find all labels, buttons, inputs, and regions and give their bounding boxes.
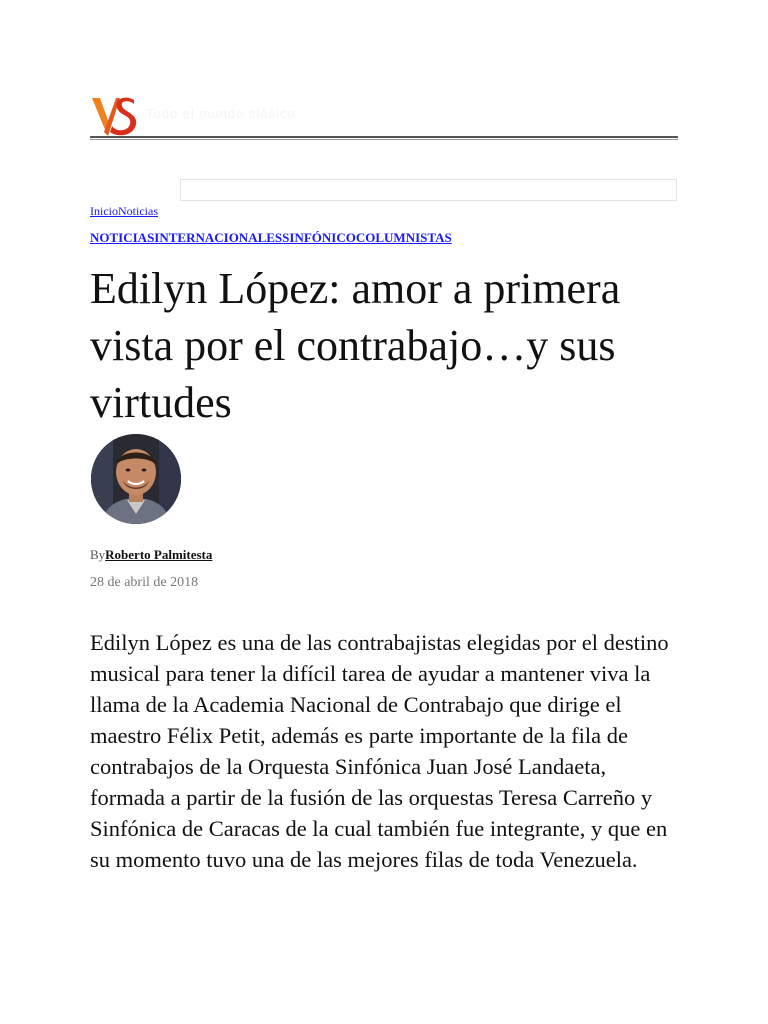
article-body: Edilyn López es una de las contrabajistas elegidas por el destino musical para tener la difícil tarea de ayudar a mantener viva la llama de la Academia Nacional de Contrabajo que dirige el maestro Félix Petit, además es parte importante de la fila de contrabajos de la Orquesta Sinfónica Juan José Landaeta, formada a partir de la fusión de las orquestas Teresa Carreño y Sinfónica de Caracas de la cual también fue integrante, y que en su momento tuvo una de las mejores filas de toda Venezuela. [90, 630, 669, 872]
header-divider [90, 136, 678, 140]
breadcrumb-item-noticias[interactable]: Noticias [118, 204, 158, 218]
author-avatar[interactable] [91, 434, 181, 524]
author-link[interactable]: Roberto Palmitesta [105, 547, 213, 562]
vs-logo-icon [90, 92, 140, 138]
site-tagline: Todo el mundo clásico [146, 106, 296, 121]
category-sinfonico[interactable]: SINFÓNICO [282, 230, 356, 245]
author-photo-icon [91, 434, 181, 524]
site-logo[interactable] [90, 92, 140, 138]
byline-prefix: By [90, 547, 106, 562]
category-noticias[interactable]: NOTICIAS [90, 230, 155, 245]
breadcrumb-item-inicio[interactable]: Inicio [90, 204, 118, 218]
category-links [90, 230, 452, 246]
article-byline [90, 547, 212, 563]
breadcrumb [90, 204, 158, 219]
publish-date: 28 de abril de 2018 [90, 575, 199, 590]
category-columnistas[interactable]: COLUMNISTAS [355, 230, 452, 245]
site-header [90, 92, 678, 140]
article-title: Edilyn López: amor a primera vista por el contrabajo…y sus virtudes [90, 264, 621, 427]
search-input[interactable] [180, 179, 677, 201]
category-internacionales[interactable]: INTERNACIONALES [154, 230, 283, 245]
